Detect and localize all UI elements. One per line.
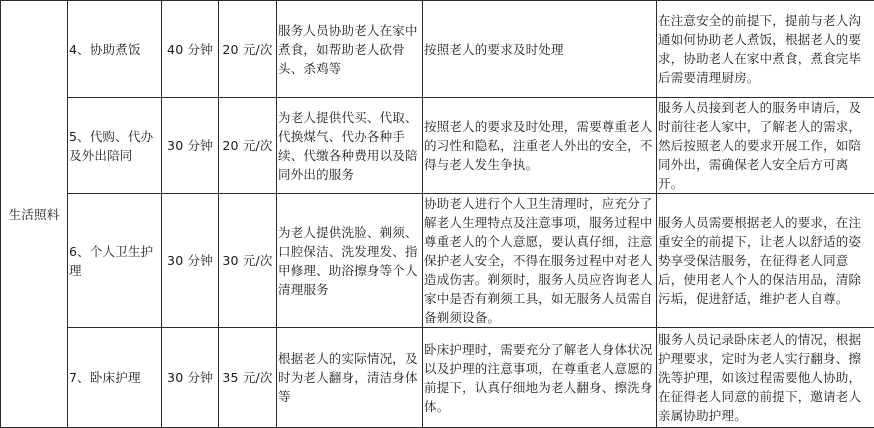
table-row: [1, 328, 874, 428]
duration-cell: [162, 194, 219, 328]
content-cell: [277, 1, 423, 98]
service-requirement: 按照老人的要求及时处理，需要尊重老人的习性和隐私，注重老人外出的安全，不得与老人发生争执。: [424, 117, 655, 174]
service-standard: 服务人员需要根据老人的要求，在注重安全的前提下，让老人以舒适的姿势享受保洁服务，在征得老人同意后，使用老人个人的保洁用品，清除污垢，促进舒适，维护老人自尊。: [658, 213, 873, 308]
duration-cell: [162, 1, 219, 98]
service-content: 服务人员协助老人在家中煮食，如帮助老人砍骨头、杀鸡等: [278, 21, 421, 78]
standard-cell: [657, 194, 874, 328]
price-cell: [219, 98, 277, 194]
item-cell: [68, 194, 162, 328]
service-content: 为老人提供代买、代取、代换煤气、代办各种手续、代缴各种费用以及陪同外出的服务: [278, 108, 421, 184]
table-row: [1, 1, 874, 98]
requirement-cell: [423, 328, 657, 428]
price: 20 元/次: [220, 136, 275, 155]
item-name: 5、代购、代办及外出陪同: [69, 127, 160, 165]
standard-cell: [657, 1, 874, 98]
price: 30 元/次: [220, 251, 275, 270]
content-cell: [277, 98, 423, 194]
duration-cell: [162, 98, 219, 194]
service-standard: 服务人员记录卧床老人的情况，根据护理要求，定时为老人实行翻身、擦洗等护理，如该过程需要他人协助，在征得老人同意的前提下，邀请老人亲属协助护理。: [658, 330, 873, 425]
item-cell: [68, 1, 162, 98]
duration: 30 分钟: [163, 251, 217, 270]
price-cell: [219, 1, 277, 98]
price: 20 元/次: [220, 40, 275, 59]
service-standard: 服务人员接到老人的服务申请后，及时前往老人家中，了解老人的需求，然后按照老人的要求开展工作，如陪同外出，需确保老人安全后方可离开。: [658, 98, 873, 193]
standard-cell: [657, 328, 874, 428]
category-cell: [1, 1, 68, 428]
price-cell: [219, 328, 277, 428]
service-requirement: 卧床护理时，需要充分了解老人身体状况以及护理的注意事项，在尊重老人意愿的前提下，认真仔细地为老人翻身、擦洗身体。: [424, 340, 655, 416]
service-standard: 在注意安全的前提下，提前与老人沟通如何协助老人煮饭，根据老人的要求，协助老人在家中煮食，煮食完毕后需要清理厨房。: [658, 11, 873, 87]
requirement-cell: [423, 98, 657, 194]
service-content: 根据老人的实际情况，及时为老人翻身，清洁身体等: [278, 349, 421, 406]
table-row: [1, 98, 874, 194]
service-content: 为老人提供洗脸、剃须、口腔保洁、洗发理发、指甲修理、助浴擦身等个人清理服务: [278, 223, 421, 299]
content-cell: [277, 328, 423, 428]
content-cell: [277, 194, 423, 328]
price-cell: [219, 194, 277, 328]
item-name: 4、协助煮饭: [69, 40, 160, 59]
item-cell: [68, 98, 162, 194]
item-name: 7、卧床护理: [69, 368, 160, 387]
duration: 40 分钟: [163, 40, 217, 59]
duration: 30 分钟: [163, 368, 217, 387]
duration: 30 分钟: [163, 136, 217, 155]
service-requirement: 按照老人的要求及时处理: [424, 40, 655, 59]
standard-cell: [657, 98, 874, 194]
price: 35 元/次: [220, 368, 275, 387]
requirement-cell: [423, 194, 657, 328]
item-cell: [68, 328, 162, 428]
service-requirement: 协助老人进行个人卫生清理时，应充分了解老人生理特点及注意事项，服务过程中尊重老人的个人意愿，要认真仔细，注意保护老人安全，不得在服务过程中对老人造成伤害。剃须时，服务人员应咨询老人家中是否有剃须工具，如无服务人员需自备剃须设备。: [424, 194, 655, 327]
table-row: [1, 194, 874, 328]
item-name: 6、个人卫生护理: [69, 242, 160, 280]
duration-cell: [162, 328, 219, 428]
requirement-cell: [423, 1, 657, 98]
category-label: 生活照料: [2, 205, 66, 224]
